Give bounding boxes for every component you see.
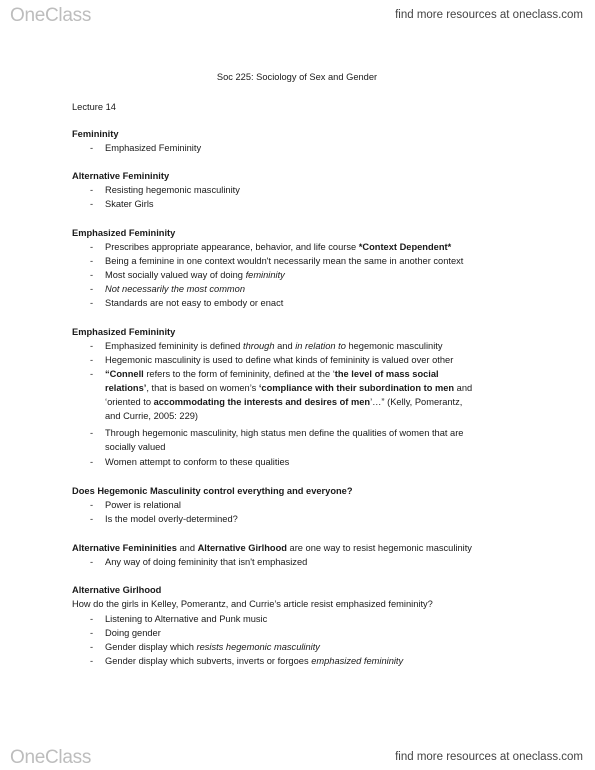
lecture-number: Lecture 14 <box>72 102 116 112</box>
oneclass-logo[interactable]: OneClass <box>10 5 92 26</box>
section-heading-alternative-girlhood: Alternative Girlhood <box>72 585 162 595</box>
page-footer <box>0 740 595 770</box>
page-header <box>0 0 595 28</box>
resources-link[interactable]: find more resources at oneclass.com <box>395 9 583 21</box>
oneclass-logo-footer[interactable]: OneClass <box>10 747 92 768</box>
section-heading-emphasized-femininity-2: Emphasized Femininity <box>72 327 176 337</box>
section-heading-emphasized-femininity: Emphasized Femininity <box>72 228 176 238</box>
section-heading-question: Does Hegemonic Masculinity control everything and everyone? <box>72 486 353 496</box>
alternative-statement: Alternative Femininities and Alternative Girlhood are one way to resist hegemonic masculinity <box>72 543 472 553</box>
section-heading-alternative-femininity: Alternative Femininity <box>72 171 170 181</box>
document-title: Soc 225: Sociology of Sex and Gender <box>216 72 378 82</box>
section-question: How do the girls in Kelley, Pomerantz, and Currie’s article resist emphasized femininity? <box>72 599 433 609</box>
section-heading-femininity: Femininity <box>72 129 119 139</box>
resources-link-footer[interactable]: find more resources at oneclass.com <box>395 751 583 763</box>
